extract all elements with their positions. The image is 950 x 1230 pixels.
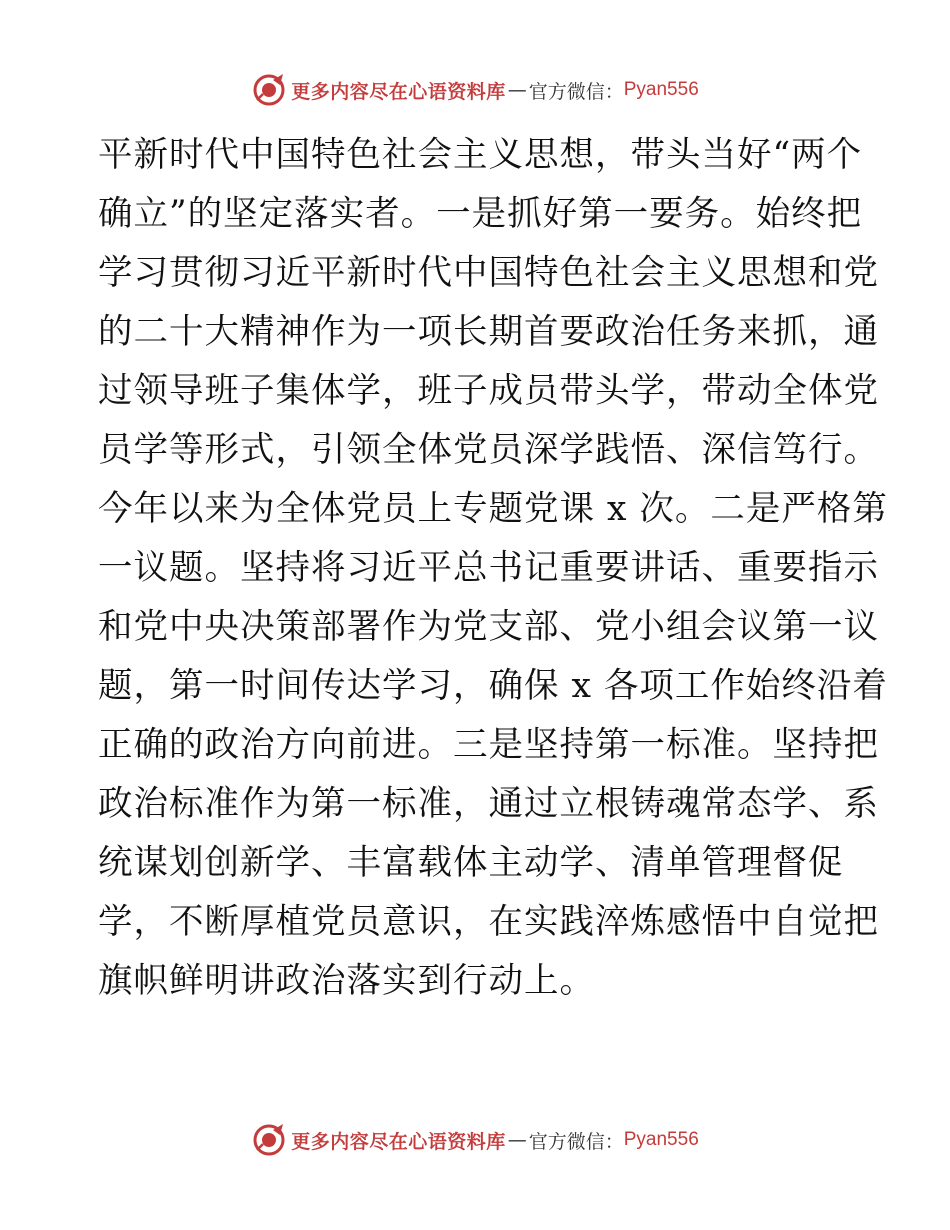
text-line: 员学等形式，引领全体党员深学践悟、深信笃行。 — [98, 430, 879, 470]
wechat-label: 官方微信： — [528, 80, 624, 103]
text-line: 题，第一时间传达学习，确保 x 各项工作始终沿着 — [98, 666, 888, 706]
wechat-id: Pyan556 — [623, 1129, 699, 1150]
promo-separator: — — [507, 79, 527, 101]
promo-text: 更多内容尽在心语资料库 — [291, 1130, 506, 1153]
body-text — [98, 126, 888, 1011]
logo-icon — [251, 1122, 287, 1158]
text-line: 统谋划创新学、丰富载体主动学、清单管理督促 — [98, 843, 844, 883]
text-line: 学，不断厚植党员意识，在实践淬炼感悟中自觉把 — [98, 902, 879, 942]
text-line: 学习贯彻习近平新时代中国特色社会主义思想和党 — [98, 253, 879, 293]
logo-icon — [251, 72, 287, 108]
wechat-id: Pyan556 — [623, 79, 699, 100]
text-line: 正确的政治方向前进。三是坚持第一标准。坚持把 — [98, 725, 879, 765]
text-line: 平新时代中国特色社会主义思想，带头当好“两个 — [98, 135, 863, 175]
wechat-label: 官方微信： — [528, 1130, 624, 1153]
text-line: 过领导班子集体学，班子成员带头学，带动全体党 — [98, 371, 879, 411]
text-line: 和党中央决策部署作为党支部、党小组会议第一议 — [98, 607, 879, 647]
text-line: 一议题。坚持将习近平总书记重要讲话、重要指示 — [98, 548, 879, 588]
footer-banner — [0, 1120, 950, 1160]
promo-separator: — — [507, 1129, 527, 1151]
text-line: 旗帜鲜明讲政治落实到行动上。 — [98, 961, 595, 1001]
promo-text: 更多内容尽在心语资料库 — [291, 80, 506, 103]
text-line: 的二十大精神作为一项长期首要政治任务来抓，通 — [98, 312, 879, 352]
text-line: 确立”的坚定落实者。一是抓好第一要务。始终把 — [98, 194, 863, 234]
text-line: 政治标准作为第一标准，通过立根铸魂常态学、系 — [98, 784, 879, 824]
text-line: 今年以来为全体党员上专题党课 x 次。二是严格第 — [98, 489, 888, 529]
header-banner — [0, 70, 950, 110]
